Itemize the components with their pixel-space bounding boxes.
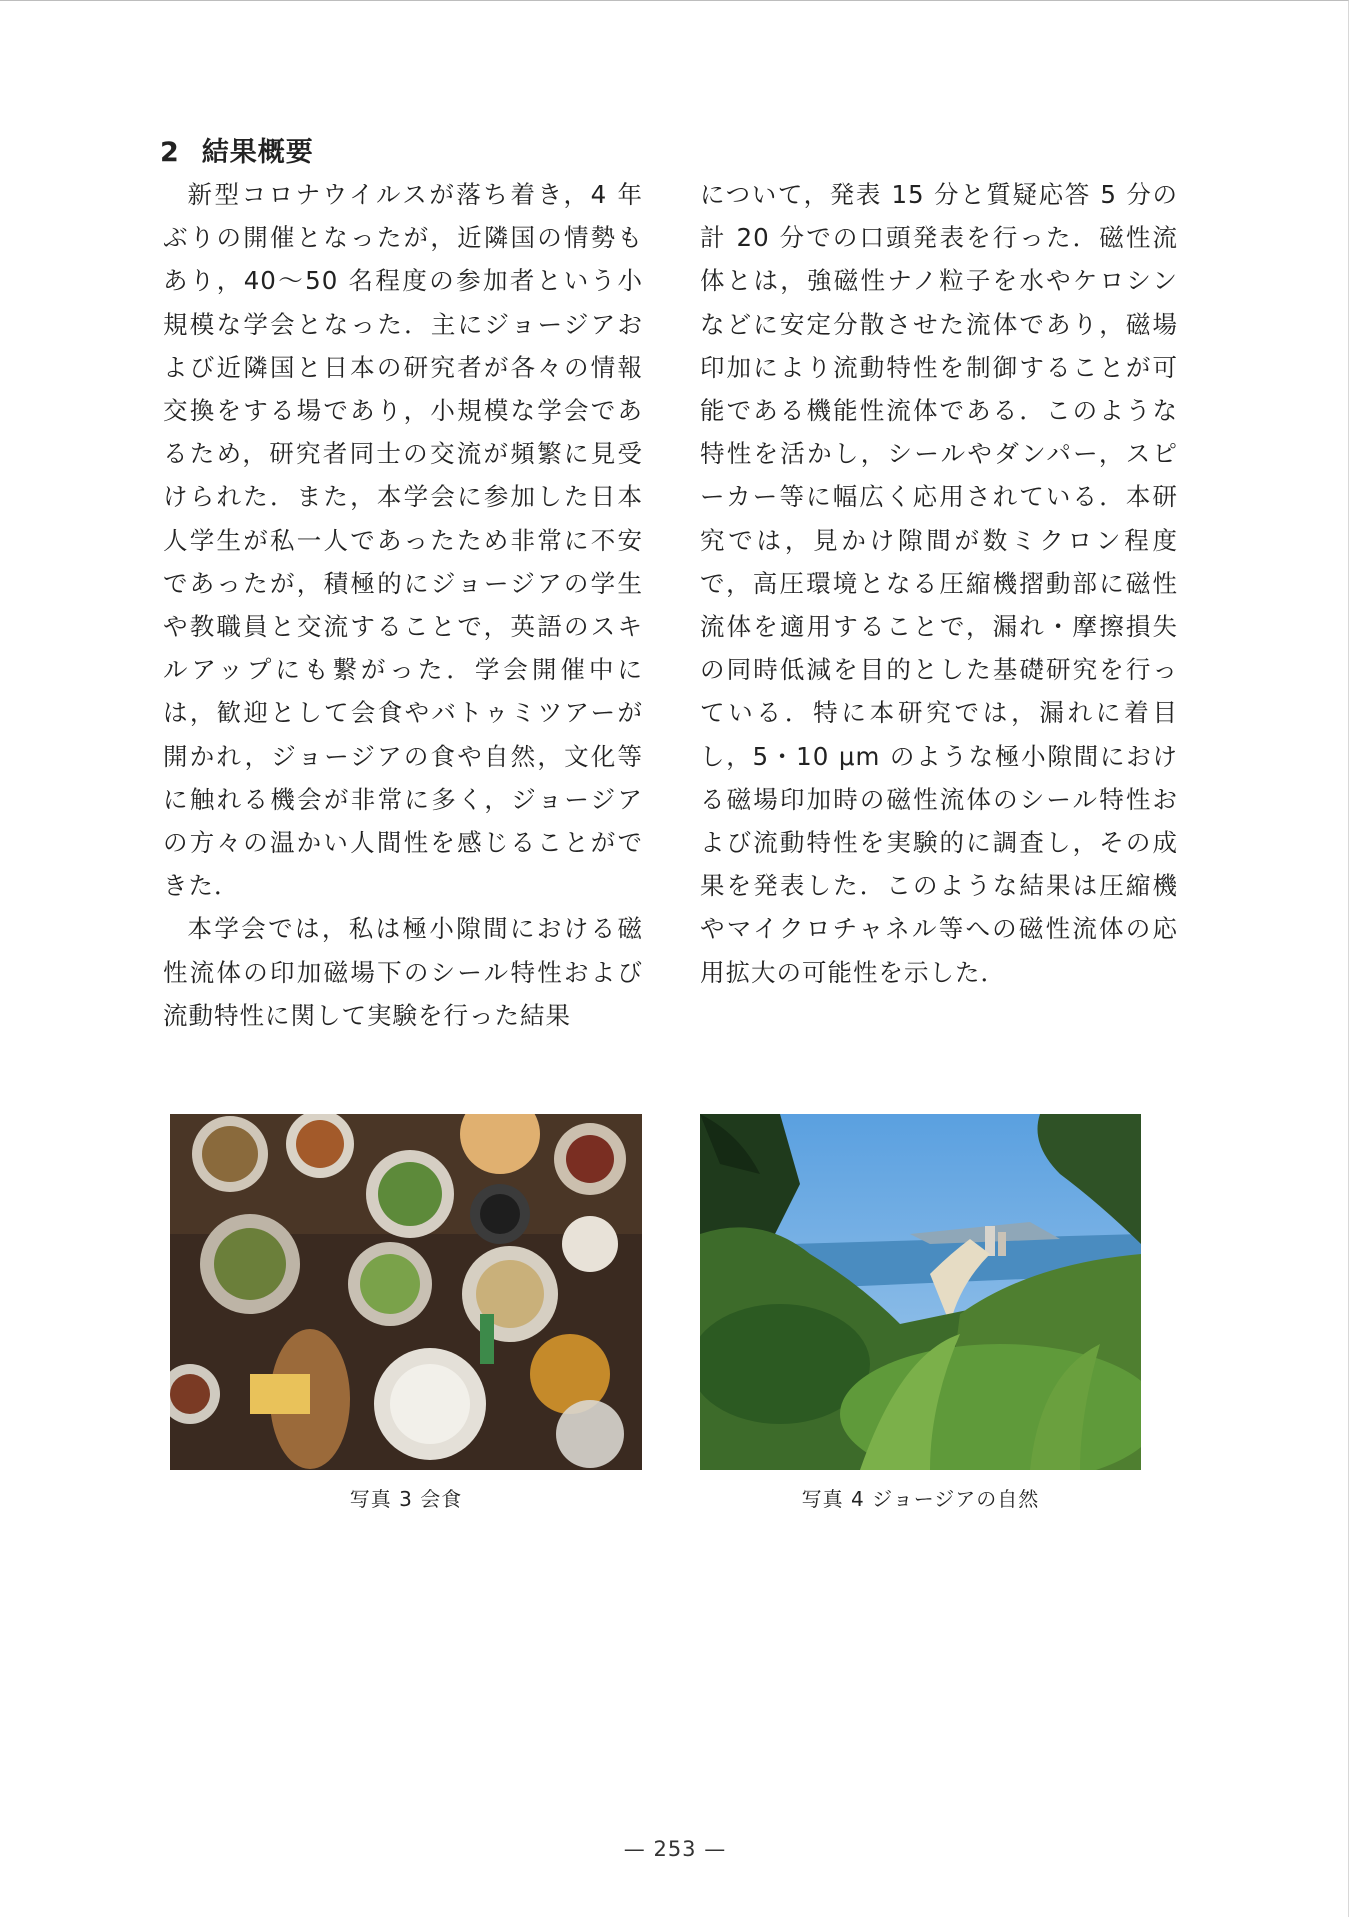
photo-caption: 写真 3 会食: [349, 1487, 463, 1511]
right-column: [700, 173, 1178, 994]
nature-photo: [700, 1114, 1141, 1470]
section-heading: [160, 130, 314, 169]
paragraph: 新型コロナウイルスが落ち着き，4 年ぶりの開催となったが，近隣国の情勢もあり，40〜50 名程度の参加者という小規模な学会となった．主にジョージアおよび近隣国と日本の研究者が各々の情報交換をする場であり，小規模な学会であるため，研究者同士の交流が頻繁に見受けられた．また，本学会に参加した日本人学生が私一人であったため非常に不安であったが，積極的にジョージアの学生や教職員と交流することで，英語のスキルアップにも繋がった．学会開催中には，歓迎として会食やバトゥミツアーが開かれ，ジョージアの食や自然，文化等に触れる機会が非常に多く，ジョージアの方々の温かい人間性を感じることができた．: [163, 180, 643, 901]
paragraph: 本学会では，私は極小隙間における磁性流体の印加磁場下のシール特性および流動特性に関して実験を行った結果: [163, 914, 643, 1030]
paragraph: について，発表 15 分と質疑応答 5 分の計 20 分での口頭発表を行った．磁性流体とは，強磁性ナノ粒子を水やケロシンなどに安定分散させた流体であり，磁場印加により流動特性を制御することが可能である機能性流体である．このような特性を活かし，シールやダンパー，スピーカー等に幅広く応用されている．本研究では，見かけ隙間が数ミクロン程度で，高圧環境となる圧縮機摺動部に磁性流体を適用することで，漏れ・摩擦損失の同時低減を目的とした基礎研究を行っている．特に本研究では，漏れに着目し，5・10 μm のような極小隙間における磁場印加時の磁性流体のシール特性および流動特性を実験的に調査し，その成果を発表した．このような結果は圧縮機やマイクロチャネル等への磁性流体の応用拡大の可能性を示した．: [700, 180, 1178, 987]
banquet-photo: [170, 1114, 642, 1470]
left-column: [163, 173, 643, 1037]
page-number: — 253 —: [623, 1837, 727, 1861]
photo-caption: 写真 4 ジョージアの自然: [801, 1487, 1040, 1511]
section-number: 2: [160, 137, 180, 168]
section-title: 結果概要: [201, 137, 314, 168]
